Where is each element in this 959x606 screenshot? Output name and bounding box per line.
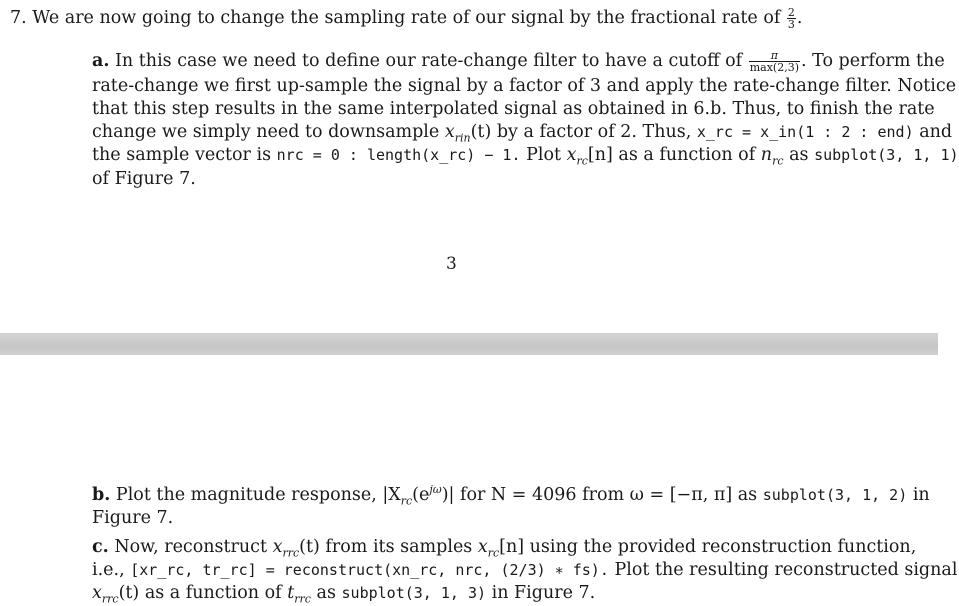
part-a-line-5: the sample vector is nrc = 0 : length(x_rc) − 1. Plot $x_{rc}[n]$ as a function of $n_{rc}$ as subplot(3, 1, 1) — [92, 145, 959, 168]
part-b-label: b. — [92, 485, 111, 505]
fraction-two-thirds: $\frac{2}{3}$ — [787, 6, 795, 31]
code-nrc: nrc = 0 : length(x_rc) − 1. — [276, 146, 521, 164]
part-b-line-2: Figure 7. — [92, 508, 174, 528]
item-intro-text: We are now going to change the sampling rate of our signal by the fractional rate of — [32, 8, 781, 28]
part-c-line-3: $x_{rrc}(t)$ as a function of $t_{rrc}$ as subplot(3, 1, 3) in Figure 7. — [92, 583, 596, 606]
part-a-line-3: that this step results in the same interpolated signal as obtained in 6.b. Thus, to finish the rate — [92, 99, 935, 119]
part-a-line-6: of Figure 7. — [92, 169, 196, 189]
part-c-line-2: i.e., [xr_rc, tr_rc] = reconstruct(xn_rc, nrc, (2/3) ∗ fs). Plot the resulting reconstructed signal — [92, 560, 958, 580]
code-subplot-3: subplot(3, 1, 3) — [341, 584, 487, 602]
part-a-label: a. — [92, 51, 110, 71]
item-7-heading: 7. We are now going to change the sampling rate of our signal by the fractional rate of $\frac{2}{3}$ . — [10, 6, 803, 31]
code-subplot-2: subplot(3, 1, 2) — [762, 486, 908, 504]
part-a-line-1: a. In this case we need to define our rate-change filter to have a cutoff of $\frac{\pi}{\max(2,3)}$ . To perform the — [92, 49, 945, 74]
page-lower — [0, 355, 958, 606]
code-x-rc: x_rc = x_in(1 : 2 : end) — [696, 123, 914, 141]
part-b-line-1: b. Plot the magnitude response, $|X_{rc}(e^{j\omega})|$ for N = 4096 from ω = [−π, π] as subplot(3, 1, 2) in — [92, 483, 930, 508]
page-number: 3 — [446, 254, 457, 274]
item-number: 7. — [10, 8, 27, 28]
part-c-line-1: c. Now, reconstruct $x_{rrc}(t)$ from its samples $x_{rc}[n]$ using the provided reconstruction function, — [92, 537, 917, 560]
part-a-line-4: change we simply need to downsample $x_{rin}(t)$ by a factor of 2. Thus, x_rc = x_in(1 : 2 : end) and — [92, 122, 953, 145]
part-c-label: c. — [92, 537, 109, 557]
page-separator — [0, 333, 938, 355]
code-subplot-1: subplot(3, 1, 1) — [814, 146, 959, 164]
cutoff-fraction: $\frac{\pi}{\max(2,3)}$ — [749, 49, 800, 74]
code-reconstruct: [xr_rc, tr_rc] = reconstruct(xn_rc, nrc, (2/3) ∗ fs). — [130, 561, 609, 579]
part-a-line-2: rate-change we first up-sample the signal by a factor of 3 and apply the rate-change filter. Notice — [92, 76, 957, 96]
